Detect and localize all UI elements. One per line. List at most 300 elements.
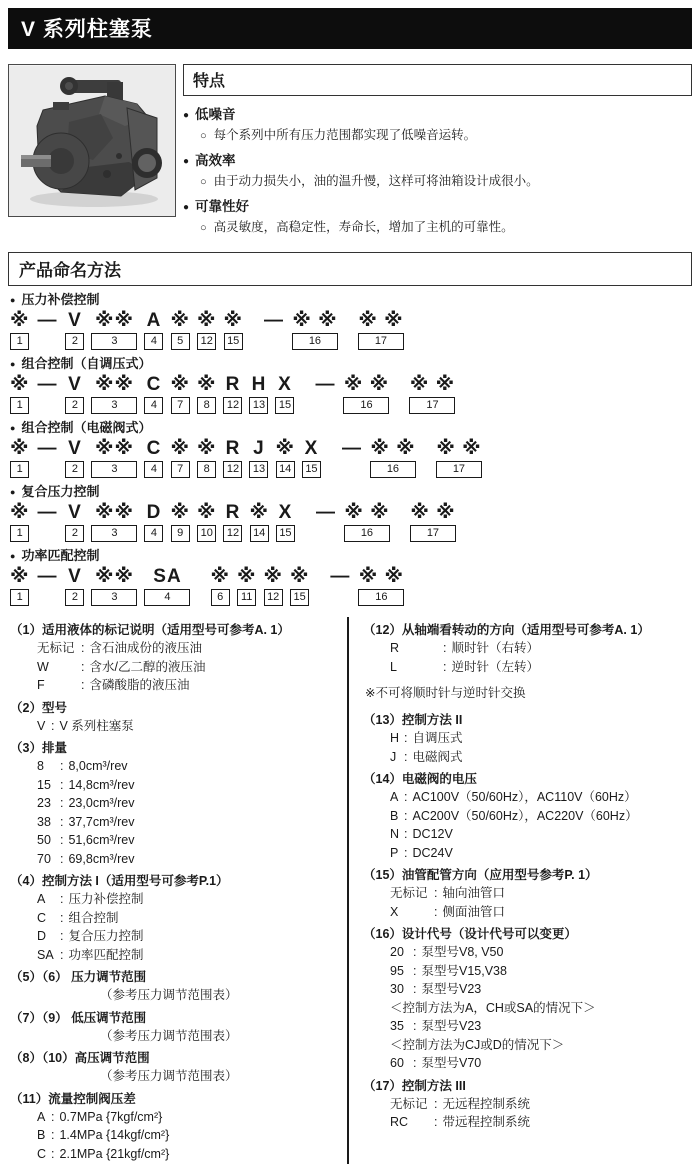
entry-code: 30 (390, 982, 404, 996)
explanation-entry (363, 903, 692, 922)
feature-title (183, 151, 692, 171)
entry-colon: : (404, 749, 408, 764)
entry-code: 38 (37, 814, 51, 829)
code-symbol: ※ (263, 566, 283, 587)
code-symbol: — (37, 566, 58, 587)
naming-code-cells (10, 373, 692, 414)
explanation-item (10, 700, 339, 736)
entry-colon: : (51, 1146, 55, 1161)
code-symbol: C (146, 438, 162, 459)
entry-colon: : (81, 678, 85, 692)
entry-description: 功率匹配控制 (68, 947, 144, 962)
entry-colon: : (434, 904, 438, 919)
explanation-entry (10, 850, 339, 869)
explanation-entry (363, 962, 692, 981)
explanation-entry (363, 844, 692, 863)
entry-code: B (390, 808, 399, 823)
explanation-entry (363, 658, 692, 677)
code-position-box: 16 (370, 461, 416, 478)
entry-description: 轴向油管口 (442, 886, 505, 900)
explanation-item (363, 622, 692, 676)
code-symbol: D (146, 502, 162, 523)
bullet-icon: ● (10, 295, 16, 305)
entry-code: 60 (390, 1056, 404, 1070)
code-symbol: ※ (196, 438, 217, 459)
entry-colon: : (413, 1019, 417, 1033)
code-symbol: V (68, 566, 82, 587)
entry-code: 95 (390, 963, 404, 978)
code-symbol: — (315, 374, 336, 395)
naming-code-cell (65, 309, 84, 350)
explanation-entry (363, 825, 692, 844)
naming-code-cell (197, 373, 216, 414)
entry-description: 无远程控制系统 (442, 1096, 530, 1111)
code-position-box: 12 (223, 397, 242, 414)
entry-code: 23 (37, 796, 51, 810)
entry-description: 顺时针（右转） (451, 641, 539, 655)
feature-title-text: 低噪音 (195, 107, 236, 122)
explanation-entry (363, 729, 692, 748)
naming-code-cell (249, 437, 268, 478)
entry-colon: : (60, 929, 64, 943)
code-symbol: ※ ※ (343, 374, 390, 395)
explanation-heading: （14）电磁阀的电压 (363, 772, 477, 786)
entry-description: 1.4MPa {14kgf/cm²} (59, 1128, 170, 1142)
naming-code-cell (249, 501, 268, 542)
explanation-heading: （3）排量 (10, 741, 67, 755)
naming-code-cell (10, 437, 29, 478)
entry-colon: : (413, 982, 417, 996)
explanation-item (10, 1050, 339, 1086)
explanation-item (10, 1010, 339, 1046)
code-position-box: 1 (10, 525, 29, 542)
entry-colon: : (404, 845, 408, 860)
code-position-box: 2 (65, 397, 84, 414)
code-position-box: 6 (211, 589, 230, 606)
explanation-entry (10, 1145, 339, 1164)
feature-title (183, 105, 692, 125)
code-symbol: ※ (289, 566, 310, 587)
feature-desc-text: 每个系列中所有压力范围都实现了低噪音运转。 (213, 128, 477, 142)
entry-description: 电磁阀式 (412, 749, 463, 764)
naming-code-cells (10, 309, 692, 350)
feature-desc-text: 高灵敏度，高稳定性，寿命长，增加了主机的可靠性。 (213, 220, 514, 234)
code-symbol: V (68, 438, 82, 459)
explanation-item (363, 712, 692, 766)
entry-colon: : (60, 814, 64, 829)
entry-colon: : (404, 827, 408, 841)
entry-colon: : (443, 659, 447, 674)
entry-code: SA (37, 947, 54, 962)
entry-description: DC24V (412, 845, 453, 860)
naming-heading: 产品命名方法 (8, 252, 692, 286)
code-position-box: 12 (264, 589, 283, 606)
naming-code-cell (65, 437, 84, 478)
entry-code: D (37, 929, 47, 943)
entry-colon: : (404, 790, 408, 804)
explanation-heading: （13）控制方法 II (363, 713, 463, 727)
naming-row-label-text: 组合控制（电磁阀式） (21, 420, 152, 435)
code-symbol: ※ (249, 502, 269, 523)
explanation-entry (363, 807, 692, 826)
entry-colon: : (60, 796, 64, 810)
entry-colon: : (404, 731, 408, 745)
explanation-entry (10, 909, 339, 928)
code-symbol: H (251, 374, 267, 395)
entry-description: 泵型号V8, V50 (421, 945, 504, 959)
code-symbol: V (68, 310, 82, 331)
naming-code-cell (410, 501, 456, 542)
naming-code-cell (329, 565, 351, 588)
explanation-ref-note: （参考压力调节范围表） (100, 1028, 238, 1043)
naming-code-cells (10, 437, 692, 478)
code-position-box: 15 (275, 397, 294, 414)
code-symbol: ※ ※ (358, 310, 404, 331)
naming-code-cell (302, 437, 321, 478)
explanation-entry (363, 1017, 692, 1036)
naming-code-cell (315, 501, 337, 524)
naming-row-label (10, 484, 692, 500)
entry-code: R (390, 641, 400, 655)
naming-code-cell (276, 501, 295, 542)
entry-description: V 系列柱塞泵 (59, 718, 134, 733)
explanation-heading: （11）流量控制阀压差 (10, 1091, 136, 1106)
entry-code: 无标记 (390, 886, 428, 900)
code-position-box: 3 (91, 397, 137, 414)
entry-description: 69,8cm³/rev (68, 851, 135, 866)
feature-desc (183, 217, 692, 238)
code-symbol: X (304, 438, 319, 459)
naming-code-cell (370, 437, 416, 478)
explanation-entry (363, 980, 692, 999)
code-position-box: 5 (171, 333, 190, 350)
entry-code: A (390, 790, 399, 804)
code-symbol: ※ (223, 310, 243, 331)
code-position-box: 13 (249, 461, 268, 478)
naming-row-label-text: 压力补偿控制 (21, 292, 100, 307)
naming-code-cell (10, 565, 29, 606)
code-symbol: ※ (10, 566, 30, 587)
naming-code-cells (10, 501, 692, 542)
entry-description: 37,7cm³/rev (68, 814, 135, 829)
entry-description: AC200V（50/60Hz），AC220V（60Hz） (412, 808, 638, 823)
naming-code-cell (91, 501, 137, 542)
explanation-item (363, 867, 692, 921)
naming-row-label (10, 548, 692, 564)
explanation-entry (10, 658, 339, 677)
entry-code: 8 (37, 759, 44, 773)
explanation-item (363, 926, 692, 1073)
naming-code-cell (344, 501, 390, 542)
code-symbol: ※ ※ (344, 502, 390, 523)
code-symbol: V (68, 502, 82, 523)
code-symbol: — (315, 502, 336, 523)
naming-code-cell (223, 309, 242, 350)
code-symbol: R (225, 374, 241, 395)
naming-code-cell (249, 373, 268, 414)
code-symbol: ※※ (95, 310, 134, 331)
code-symbol: ※※ (95, 502, 134, 523)
entry-code: A (37, 892, 46, 906)
entry-code: N (390, 827, 400, 841)
naming-code-cell (341, 437, 363, 460)
explanation-item (363, 1078, 692, 1132)
entry-colon: : (51, 1128, 55, 1142)
code-position-box: 2 (65, 461, 84, 478)
pump-photo (8, 64, 176, 217)
entry-colon: : (60, 833, 64, 847)
code-symbol: — (341, 438, 362, 459)
explanation-ref-note: （参考压力调节范围表） (100, 988, 238, 1002)
code-symbol: C (146, 374, 162, 395)
naming-row (10, 356, 692, 414)
rotation-warning-note: ※不可将顺时针与逆时针交换 (365, 686, 526, 700)
explanation-entry (10, 831, 339, 850)
entry-description: 侧面油管口 (442, 904, 505, 919)
naming-diagram (10, 292, 692, 606)
code-symbol: ※ (170, 310, 190, 331)
code-position-box: 3 (91, 525, 137, 542)
entry-colon: : (60, 851, 64, 866)
code-position-box: 15 (224, 333, 243, 350)
entry-code: J (390, 749, 397, 764)
code-position-box: 3 (91, 333, 137, 350)
naming-code-cell (10, 501, 29, 542)
explanation-entry (363, 1113, 692, 1132)
code-position-box: 16 (292, 333, 338, 350)
explanation-ref-note: （参考压力调节范围表） (100, 1069, 238, 1083)
code-symbol: ※ (170, 374, 190, 395)
entry-description: 泵型号V23 (421, 982, 482, 996)
entry-code: 70 (37, 851, 51, 866)
code-position-box: 2 (65, 589, 84, 606)
naming-code-cell (314, 373, 336, 396)
entry-description: 自调压式 (412, 731, 463, 745)
code-symbol: ※ ※ (292, 310, 338, 331)
code-symbol: — (37, 438, 58, 459)
naming-code-cell (358, 565, 404, 606)
code-position-box: 1 (10, 589, 29, 606)
entry-colon: : (81, 641, 85, 655)
code-position-box: 17 (409, 397, 455, 414)
explanation-item (10, 1091, 339, 1164)
naming-code-cell (144, 501, 163, 542)
bullet-icon: ● (183, 156, 190, 167)
feature-title-text: 可靠性好 (195, 199, 250, 214)
code-position-box: 14 (250, 525, 269, 542)
entry-description: 组合控制 (68, 910, 119, 925)
entry-colon: : (443, 641, 447, 655)
explanation-heading: （4）控制方法 I（适用型号可参考P.1） (10, 874, 229, 888)
naming-row-label-text: 组合控制（自调压式） (21, 356, 152, 371)
code-position-box: 17 (436, 461, 482, 478)
code-symbol: ※ ※ (410, 502, 456, 523)
explanation-heading: （2）型号 (10, 700, 67, 715)
features-section (183, 64, 692, 243)
explanation-condition-note: ＜控制方法为CJ或D的情况下＞ (390, 1037, 565, 1052)
entry-description: 14,8cm³/rev (68, 777, 135, 792)
naming-code-cell (170, 373, 189, 414)
explanations-left-column (10, 617, 347, 1164)
naming-code-cell (91, 373, 137, 414)
entry-description: 带远程控制系统 (442, 1115, 530, 1129)
code-position-box: 13 (249, 397, 268, 414)
code-position-box: 4 (144, 333, 163, 350)
entry-colon: : (434, 1096, 438, 1111)
entry-colon: : (413, 945, 417, 959)
code-position-box: 2 (65, 333, 84, 350)
naming-code-cell (290, 565, 309, 606)
code-position-box: 16 (344, 525, 390, 542)
entry-description: 23,0cm³/rev (68, 796, 135, 810)
explanation-heading: （5）（6） 压力调节范围 (10, 970, 147, 984)
entry-colon: : (60, 892, 64, 906)
entry-description: 8,0cm³/rev (68, 759, 128, 773)
feature-title (183, 197, 692, 217)
code-position-box: 4 (144, 589, 190, 606)
code-position-box: 3 (91, 461, 137, 478)
code-position-box: 12 (197, 333, 216, 350)
code-symbol: ※ ※ (370, 438, 416, 459)
entry-code: 15 (37, 777, 51, 792)
code-position-box: 7 (171, 397, 190, 414)
entry-colon: : (81, 659, 85, 674)
naming-code-cell (223, 437, 242, 478)
explanation-entry (10, 776, 339, 795)
naming-row (10, 292, 692, 350)
entry-colon: : (404, 808, 408, 823)
naming-code-cell (197, 501, 216, 542)
naming-code-cells (10, 565, 692, 606)
code-symbol: ※ (275, 438, 295, 459)
explanation-entry (10, 946, 339, 965)
feature-item (183, 151, 692, 192)
code-symbol: — (330, 566, 351, 587)
top-row (8, 64, 692, 243)
explanation-heading: （8）（10）高压调节范围 (10, 1051, 150, 1065)
code-symbol: ※※ (95, 374, 134, 395)
features-list (183, 105, 692, 238)
explanation-item (10, 873, 339, 964)
naming-row-label (10, 356, 692, 372)
feature-title-text: 高效率 (195, 153, 236, 168)
entry-description: 泵型号V70 (421, 1056, 482, 1070)
code-position-box: 2 (65, 525, 84, 542)
code-position-box: 12 (223, 461, 242, 478)
circle-bullet-icon: ○ (200, 130, 207, 142)
entry-code: L (390, 659, 397, 674)
code-symbol: — (263, 310, 284, 331)
explanation-entry (10, 639, 339, 658)
bullet-icon: ● (183, 110, 190, 121)
code-symbol: X (278, 502, 293, 523)
naming-code-cell (409, 373, 455, 414)
entry-description: 0.7MPa {7kgf/cm²} (59, 1109, 163, 1124)
catalog-page (0, 8, 700, 1161)
code-symbol: X (278, 374, 292, 395)
circle-bullet-icon: ○ (200, 176, 207, 188)
naming-row-label (10, 292, 692, 308)
explanation-heading: （7）（9） 低压调节范围 (10, 1010, 147, 1025)
naming-code-cell (65, 501, 84, 542)
naming-code-cell (237, 565, 256, 606)
explanation-entry (363, 748, 692, 767)
entry-code: P (390, 845, 399, 860)
code-symbol: ※ (196, 310, 217, 331)
explanation-heading: （1）适用液体的标记说明（适用型号可参考A. 1） (10, 623, 290, 637)
entry-description: 泵型号V23 (421, 1019, 482, 1033)
entry-code: C (37, 910, 47, 925)
entry-code: 50 (37, 833, 51, 847)
code-position-box: 17 (358, 333, 404, 350)
bullet-icon: ● (10, 487, 16, 497)
feature-desc (183, 125, 692, 146)
naming-code-cell (36, 373, 58, 396)
code-symbol: V (68, 374, 82, 395)
naming-code-cell (144, 437, 163, 478)
pump-illustration-icon (9, 66, 175, 216)
entry-description: 压力补偿控制 (68, 892, 144, 906)
explanation-entry (10, 890, 339, 909)
explanation-heading: （15）油管配管方向（应用型号参考P. 1） (363, 868, 598, 882)
code-position-box: 15 (276, 525, 295, 542)
code-position-box: 4 (144, 397, 163, 414)
entry-description: 逆时针（左转） (451, 659, 539, 674)
entry-description: 复合压力控制 (68, 929, 144, 943)
code-position-box: 8 (197, 397, 216, 414)
explanation-heading: （16）设计代号（设计代号可以变更） (363, 927, 577, 941)
circle-bullet-icon: ○ (200, 222, 207, 234)
naming-code-cell (144, 565, 190, 606)
code-symbol: ※ (10, 438, 30, 459)
code-position-box: 14 (276, 461, 295, 478)
code-position-box: 16 (343, 397, 389, 414)
naming-code-cell (65, 373, 84, 414)
explanation-entry (10, 794, 339, 813)
explanation-entry (363, 1054, 692, 1073)
explanation-item (10, 969, 339, 1005)
code-symbol: ※ (170, 502, 190, 523)
naming-row-label-text: 复合压力控制 (21, 484, 100, 499)
naming-row (10, 548, 692, 606)
entry-description: AC100V（50/60Hz），AC110V（60Hz） (412, 790, 637, 804)
naming-code-cell (170, 309, 189, 350)
naming-code-cell (91, 309, 137, 350)
code-symbol: ※※ (95, 566, 134, 587)
naming-code-cell (223, 373, 242, 414)
code-position-box: 8 (197, 461, 216, 478)
feature-item (183, 105, 692, 146)
naming-code-cell (197, 437, 216, 478)
feature-item (183, 197, 692, 238)
entry-code: X (390, 904, 399, 919)
naming-code-cell (65, 565, 84, 606)
entry-code: W (37, 659, 49, 674)
code-symbol: A (146, 310, 162, 331)
entry-description: 泵型号V15,V38 (421, 963, 507, 978)
naming-code-cell (275, 437, 294, 478)
page-title: V 系列柱塞泵 (8, 8, 692, 49)
entry-code: C (37, 1146, 47, 1161)
entry-code: F (37, 678, 45, 692)
code-symbol: — (37, 502, 58, 523)
code-symbol: ※※ (95, 438, 134, 459)
explanation-heading: （12）从轴端看转动的方向（适用型号可参考A. 1） (363, 623, 650, 637)
explanation-entry (363, 788, 692, 807)
bullet-icon: ● (10, 423, 16, 433)
entry-description: 含磷酸脂的液压油 (89, 678, 190, 692)
explanation-entry (10, 1126, 339, 1145)
